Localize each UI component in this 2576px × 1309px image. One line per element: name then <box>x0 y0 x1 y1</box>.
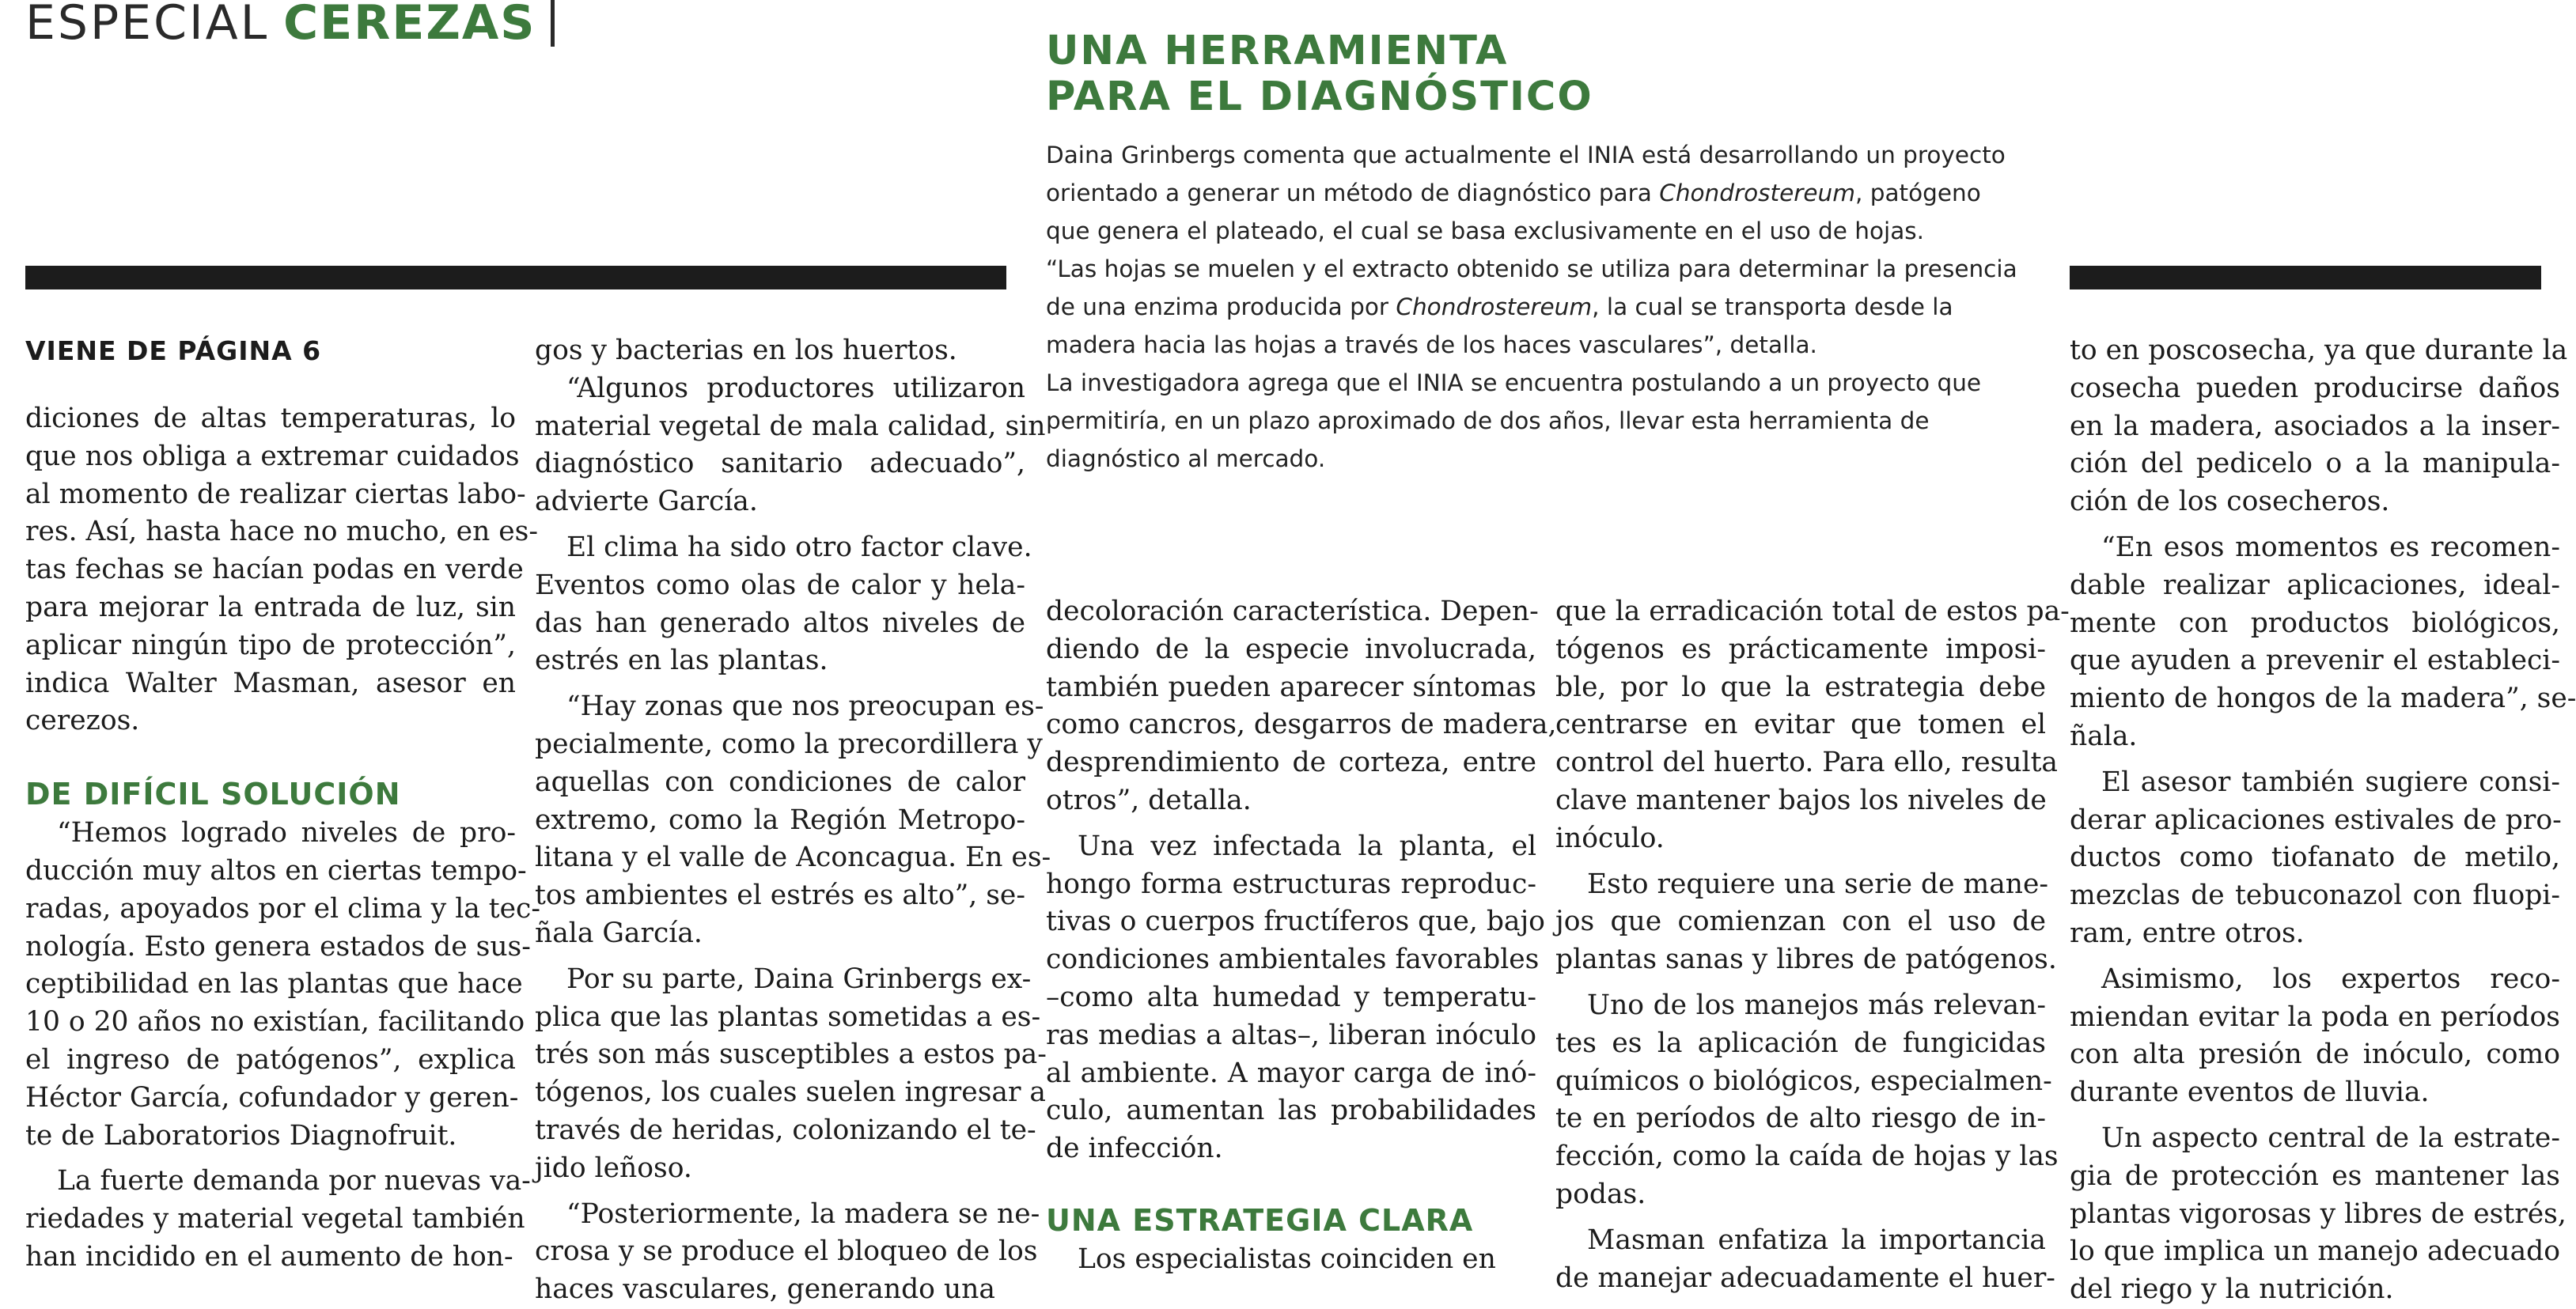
box-body <box>1046 136 2027 478</box>
text-line: han incidido en el aumento de hon- <box>25 1240 513 1273</box>
section-title: CEREZAS <box>283 0 536 51</box>
text-line: al momento de realizar ciertas labo- <box>25 478 526 510</box>
text-line: que la erradicación total de estos pa- <box>1555 596 2070 627</box>
text-line: haces vasculares, generando una <box>535 1273 995 1306</box>
rule-left <box>25 266 1006 289</box>
paragraph <box>25 815 541 1155</box>
text-line: El asesor también sugiere consi- <box>2101 766 2560 798</box>
section-label: ESPECIAL <box>25 0 270 51</box>
text-line: “En esos momentos es recomen- <box>2101 531 2560 563</box>
text-line: diciones de altas temperaturas, lo <box>25 403 516 434</box>
column-2 <box>535 332 1051 1309</box>
text-line: “Algunos productores utilizaron <box>566 372 1025 404</box>
text-line: tes es la aplicación de fungicidas <box>1555 1027 2046 1059</box>
text-line: Una vez infectada la planta, el <box>1078 830 1536 862</box>
text-line: tógenos, los cuales suelen ingresar a <box>535 1076 1046 1109</box>
text-line: te en períodos de alto riesgo de in- <box>1555 1103 2046 1135</box>
text-line: también pueden aparecer síntomas <box>1046 671 1536 703</box>
text-line: hongo forma estructuras reproduc- <box>1046 868 1536 900</box>
text-line: ras medias a altas–, liberan inóculo <box>1046 1019 1536 1051</box>
text-line: ñala García. <box>535 917 703 949</box>
column-3 <box>1046 593 1557 1279</box>
text-line: culo, aumentan las probabilidades <box>1046 1095 1536 1127</box>
box-title-line-1: UNA HERRAMIENTA <box>1046 28 1509 74</box>
text-line: cerezos. <box>25 705 140 737</box>
paragraph <box>2070 961 2560 1112</box>
text-line: “Posteriormente, la madera se ne- <box>566 1197 1040 1230</box>
text-line: ceptibilidad en las plantas que hace <box>25 968 523 1001</box>
text-line: tas fechas se hacían podas en verde <box>25 554 524 586</box>
text-line: miendan evitar la poda en períodos <box>2070 1001 2560 1033</box>
text-line: das han generado altos niveles de <box>535 607 1025 639</box>
text-line: “Hay zonas que nos preocupan es- <box>566 690 1044 723</box>
text-line: centrarse en evitar que tomen el <box>1555 709 2046 741</box>
text-line: ción de los cosecheros. <box>2070 486 2390 518</box>
section-divider <box>551 0 555 47</box>
text-line: derar aplicaciones estivales de pro- <box>2070 804 2562 836</box>
text-line: Uno de los manejos más relevan- <box>1587 989 2046 1021</box>
text-line: La fuerte demanda por nuevas va- <box>57 1165 531 1197</box>
text-line: plica que las plantas sometidas a es- <box>535 1001 1041 1033</box>
text-line: químicos o biológicos, especialmen- <box>1555 1065 2052 1097</box>
text-line: Eventos como olas de calor y hela- <box>535 569 1025 601</box>
text-line: durante eventos de lluvia. <box>2070 1076 2430 1109</box>
text-line: miento de hongos de la madera”, se- <box>2070 683 2576 715</box>
text-line: plantas vigorosas y libres de estrés, <box>2070 1197 2567 1230</box>
text-line: Masman enfatiza la importancia <box>1587 1224 2046 1256</box>
box-paragraph: Daina Grinbergs comenta que actualmente el INIA está desarrollando un proyecto orientado a generar un método de diagnóstico para Chondrostereum, patógeno que genera el plateado, el cual se basa exclusivamente en el uso de hojas. <box>1046 142 2006 244</box>
text-line: aquellas con condiciones de calor <box>535 766 1025 798</box>
paragraph <box>535 1196 1040 1309</box>
text-line: como cancros, desgarros de madera, <box>1046 709 1557 741</box>
text-line: través de heridas, colonizando el te- <box>535 1114 1036 1146</box>
text-line: clave mantener bajos los niveles de <box>1555 784 2047 816</box>
text-line: Un aspecto central de la estrate- <box>2101 1122 2560 1154</box>
paragraph <box>1555 987 2059 1214</box>
text-line: Los especialistas coinciden en <box>1078 1243 1496 1275</box>
text-line: nología. Esto genera estados de sus- <box>25 930 531 963</box>
text-line: al ambiente. A mayor carga de inó- <box>1046 1057 1536 1089</box>
text-line: decoloración característica. Depen- <box>1046 596 1539 627</box>
text-line: gia de protección es mantener las <box>2070 1160 2560 1192</box>
text-line: de infección. <box>1046 1133 1223 1165</box>
text-line: condiciones ambientales favorables <box>1046 944 1540 976</box>
text-line: del riego y la nutrición. <box>2070 1273 2394 1306</box>
paragraph <box>25 1163 531 1276</box>
continuation-kicker: VIENE DE PÁGINA 6 <box>25 335 322 366</box>
text-line: El clima ha sido otro factor clave. <box>566 531 1032 563</box>
paragraph <box>1555 1222 2055 1298</box>
text-line: te de Laboratorios Diagnofruit. <box>25 1119 457 1152</box>
text-line: que nos obliga a extremar cuidados <box>25 440 520 472</box>
paragraph <box>2070 332 2568 521</box>
text-line: Por su parte, Daina Grinbergs ex- <box>566 963 1032 995</box>
sidebar-box <box>1046 28 2027 478</box>
text-line: material vegetal de mala calidad, sin <box>535 410 1046 442</box>
text-line: Asimismo, los expertos reco- <box>2101 963 2560 995</box>
text-line: el ingreso de patógenos”, explica <box>25 1043 516 1076</box>
text-line: to en poscosecha, ya que durante la <box>2070 335 2568 366</box>
text-line: control del huerto. Para ello, resulta <box>1555 747 2058 779</box>
text-line: trés son más susceptibles a estos pa- <box>535 1038 1047 1071</box>
text-line: ñala. <box>2070 720 2138 752</box>
text-line: diendo de la especie involucrada, <box>1046 633 1536 665</box>
box-title-line-2: PARA EL DIAGNÓSTICO <box>1046 74 1593 120</box>
text-line: ble, por lo que la estrategia debe <box>1555 671 2046 703</box>
text-line: gos y bacterias en los huertos. <box>535 335 957 366</box>
subheading: UNA ESTRATEGIA CLARA <box>1046 1202 1474 1238</box>
rule-right <box>2070 266 2541 289</box>
paragraph <box>1555 593 2070 858</box>
text-line: desprendimiento de corteza, entre <box>1046 747 1536 779</box>
column-5 <box>2070 332 2576 1309</box>
paragraph <box>1046 593 1557 820</box>
paragraph <box>1046 1241 1536 1279</box>
text-line: jido leñoso. <box>535 1152 692 1184</box>
paragraph <box>535 688 1051 953</box>
text-line: indica Walter Masman, asesor en <box>25 667 516 699</box>
text-line: inóculo. <box>1555 822 1665 854</box>
text-line: tógenos es prácticamente imposi- <box>1555 633 2046 665</box>
text-line: diagnóstico sanitario adecuado”, <box>535 448 1025 480</box>
text-line: Héctor García, cofundador y geren- <box>25 1081 519 1114</box>
text-line: jos que comienzan con el uso de <box>1555 906 2046 938</box>
text-line: tivas o cuerpos fructíferos que, bajo <box>1046 906 1545 938</box>
paragraph <box>1046 828 1545 1168</box>
text-line: estrés en las plantas. <box>535 645 828 677</box>
text-line: extremo, como la Región Metropo- <box>535 804 1025 836</box>
column-4 <box>1555 593 2070 1297</box>
paragraph <box>535 332 1025 370</box>
text-line: radas, apoyados por el clima y la tec- <box>25 892 541 925</box>
text-line: res. Así, hasta hace no mucho, en es- <box>25 516 539 548</box>
text-line: que ayuden a prevenir el estableci- <box>2070 645 2560 677</box>
paragraph <box>535 370 1046 521</box>
text-line: en la madera, asociados a la inser- <box>2070 410 2560 442</box>
text-line: pecialmente, como la precordillera y <box>535 728 1043 760</box>
text-line: otros”, detalla. <box>1046 784 1252 816</box>
text-line: –como alta humedad y temperatu- <box>1046 981 1536 1013</box>
subheading: DE DIFÍCIL SOLUCIÓN <box>25 777 401 812</box>
paragraph <box>1555 866 2057 979</box>
text-line: riedades y material vegetal también <box>25 1203 525 1235</box>
column-1 <box>25 332 541 1277</box>
text-line: aplicar ningún tipo de protección”, <box>25 629 516 661</box>
paragraph <box>2070 529 2576 756</box>
text-line: para mejorar la entrada de luz, sin <box>25 591 516 623</box>
text-line: Esto requiere una serie de mane- <box>1587 868 2049 900</box>
text-line: litana y el valle de Aconcagua. En es- <box>535 842 1051 874</box>
box-paragraph: “Las hojas se muelen y el extracto obtenido se utiliza para determinar la presencia de una enzima producida por Chondrostereum, la cual se transporta desde la madera hacia las hojas a través de los haces vasculares”, detalla. <box>1046 255 2017 358</box>
text-line: plantas sanas y libres de patógenos. <box>1555 944 2057 976</box>
text-line: ram, entre otros. <box>2070 917 2305 949</box>
text-line: ducción muy altos en ciertas tempo- <box>25 854 527 887</box>
text-line: con alta presión de inóculo, como <box>2070 1038 2560 1071</box>
paragraph <box>535 961 1047 1188</box>
text-line: de manejar adecuadamente el huer- <box>1555 1262 2055 1294</box>
text-line: dable realizar aplicaciones, ideal- <box>2070 569 2560 601</box>
text-line: “Hemos logrado niveles de pro- <box>57 817 516 849</box>
text-line: advierte García. <box>535 486 758 518</box>
section-header <box>25 0 555 51</box>
paragraph <box>2070 1120 2567 1309</box>
text-line: ductos como tiofanato de metilo, <box>2070 842 2560 874</box>
text-line: 10 o 20 años no existían, facilitando <box>25 1006 525 1038</box>
text-line: podas. <box>1555 1178 1646 1210</box>
text-line: mente con productos biológicos, <box>2070 607 2560 639</box>
text-line: tos ambientes el estrés es alto”, se- <box>535 880 1025 912</box>
text-line: fección, como la caída de hojas y las <box>1555 1141 2059 1173</box>
paragraph <box>2070 764 2560 953</box>
text-line: crosa y se produce el bloqueo de los <box>535 1235 1038 1268</box>
text-line: lo que implica un manejo adecuado <box>2070 1235 2560 1268</box>
text-line: mezclas de tebuconazol con fluopi- <box>2070 880 2560 912</box>
text-line: ción del pedicelo o a la manipula- <box>2070 448 2560 480</box>
text-line: cosecha pueden producirse daños <box>2070 372 2560 404</box>
paragraph <box>25 400 539 740</box>
paragraph <box>535 529 1032 680</box>
box-paragraph: La investigadora agrega que el INIA se encuentra postulando a un proyecto que permitiría, en un plazo aproximado de dos años, llevar esta herramienta de diagnóstico al mercado. <box>1046 369 1982 472</box>
